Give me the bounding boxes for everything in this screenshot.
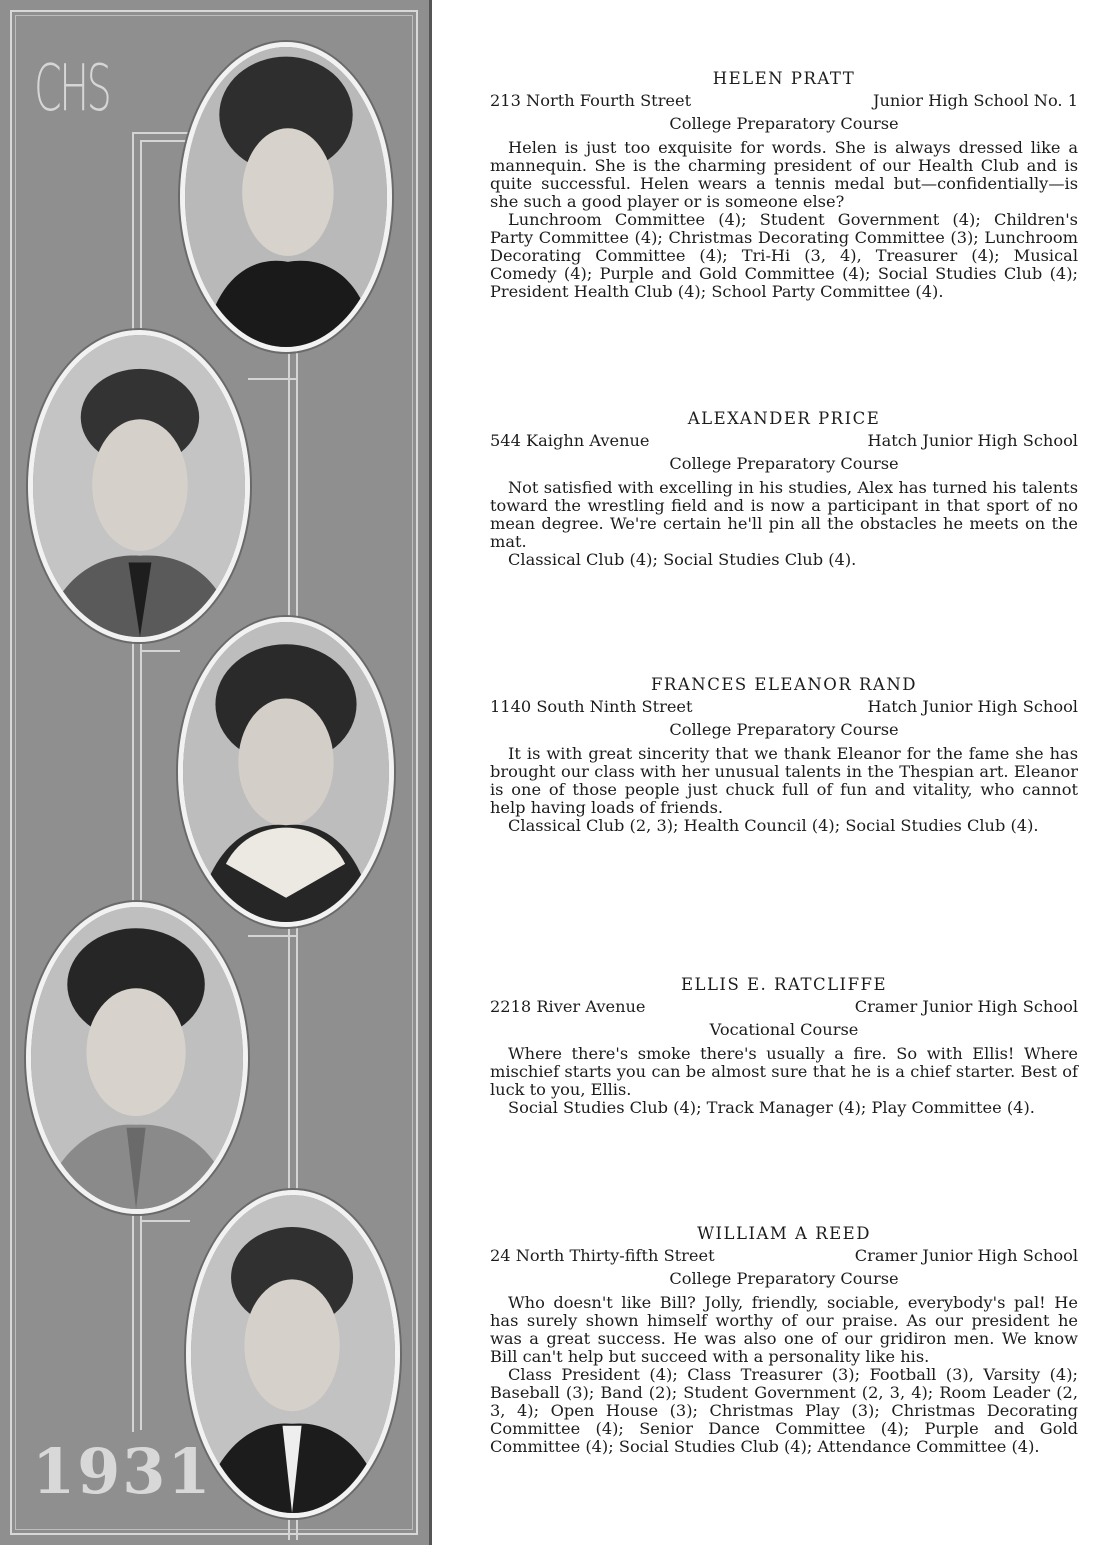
student-entry <box>490 410 1078 569</box>
student-entry <box>490 976 1078 1117</box>
student-description: Not satisfied with excelling in his studies, Alex has turned his talents toward the wrestling field and is now a participant in that sport of no mean degree. We're certain he'll pin all the obstacles he meets on the mat. <box>490 478 1078 551</box>
student-school: Hatch Junior High School <box>867 431 1078 450</box>
yearbook-side-panel <box>0 0 432 1545</box>
student-name: ELLIS E. RATCLIFFE <box>680 975 888 994</box>
portrait-william-reed <box>186 1190 400 1518</box>
decor-line <box>248 378 296 380</box>
student-address: 1140 South Ninth Street <box>490 697 693 716</box>
decor-line <box>140 650 180 652</box>
portrait-frances-eleanor-rand <box>178 617 394 927</box>
address-row <box>490 92 1078 110</box>
student-course: College Preparatory Course <box>669 114 899 133</box>
portrait-ellis-ratcliffe <box>26 902 248 1214</box>
student-activities: Lunchroom Committee (4); Student Government (4); Children's Party Committee (4); Christmas Decorating Committee (3); Lunchroom Decorating Committee (4); Tri-Hi (3, 4), Treasurer (4); Musical Comedy (4); Purple and Gold Committee (4); Social Studies Club (4); President Health Club (4); School Party Committee (4). <box>490 210 1078 301</box>
portrait-photo <box>31 907 243 1209</box>
student-name: FRANCES ELEANOR RAND <box>650 675 918 694</box>
portrait-helen-pratt <box>180 42 392 352</box>
student-entry <box>490 70 1078 301</box>
student-address: 544 Kaighn Avenue <box>490 431 650 450</box>
student-description: Who doesn't like Bill? Jolly, friendly, sociable, everybody's pal! He has surely shown himself worthy of our praise. As our president he was a great success. He was also one of our gridiron men. We know Bill can't help but succeed with a personality like his. <box>490 1293 1078 1366</box>
portrait-photo <box>33 335 245 637</box>
student-description: Helen is just too exquisite for words. She is always dressed like a mannequin. She is the charming president of our Health Club and is quite successful. Helen wears a tennis medal but—confidentially—is she such a good player or is someone else? <box>490 138 1078 211</box>
student-course: College Preparatory Course <box>669 1269 899 1288</box>
student-address: 2218 River Avenue <box>490 997 646 1016</box>
student-name: WILLIAM A REED <box>697 1224 871 1243</box>
decor-line <box>132 132 134 1432</box>
student-school: Cramer Junior High School <box>854 997 1078 1016</box>
student-course: Vocational Course <box>709 1020 859 1039</box>
school-monogram: CHS <box>34 52 110 126</box>
portrait-photo <box>183 622 389 922</box>
student-school: Junior High School No. 1 <box>873 91 1078 110</box>
class-year: 1931 <box>32 1435 213 1508</box>
student-activities: Class President (4); Class Treasurer (3); Football (3), Varsity (4); Baseball (3); Band (2); Student Government (2, 3, 4); Room Leader (2, 3, 4); Open House (3); Christmas Play (3); Christmas Decorating Committee (4); Senior Dance Committee (4); Purple and Gold Committee (4); Social Studies Club (4); Attendance Committee (4). <box>490 1365 1078 1456</box>
student-activities: Classical Club (2, 3); Health Council (4); Social Studies Club (4). <box>508 816 1039 835</box>
student-school: Cramer Junior High School <box>854 1246 1078 1265</box>
student-description: Where there's smoke there's usually a fire. So with Ellis! Where mischief starts you can be almost sure that he is a chief starter. Best of luck to you, Ellis. <box>490 1044 1078 1099</box>
student-name: ALEXANDER PRICE <box>687 409 881 428</box>
portrait-photo <box>191 1195 395 1513</box>
address-row <box>490 698 1078 716</box>
student-description: It is with great sincerity that we thank Eleanor for the fame she has brought our class with her unusual talents in the Thespian art. Eleanor is one of those people just chuck full of fun and vitality, who cannot help having loads of friends. <box>490 744 1078 817</box>
address-row <box>490 432 1078 450</box>
decor-line <box>248 935 296 937</box>
student-activities: Classical Club (4); Social Studies Club (4). <box>508 550 857 569</box>
portrait-photo <box>185 47 387 347</box>
student-entry <box>490 676 1078 835</box>
decor-line <box>140 1220 190 1222</box>
student-course: College Preparatory Course <box>669 454 899 473</box>
student-address: 213 North Fourth Street <box>490 91 692 110</box>
address-row <box>490 1247 1078 1265</box>
student-course: College Preparatory Course <box>669 720 899 739</box>
address-row <box>490 998 1078 1016</box>
student-activities: Social Studies Club (4); Track Manager (4); Play Committee (4). <box>508 1098 1035 1117</box>
student-name: HELEN PRATT <box>712 69 856 88</box>
student-address: 24 North Thirty-fifth Street <box>490 1246 715 1265</box>
portrait-alexander-price <box>28 330 250 642</box>
student-school: Hatch Junior High School <box>867 697 1078 716</box>
student-entry <box>490 1225 1078 1456</box>
